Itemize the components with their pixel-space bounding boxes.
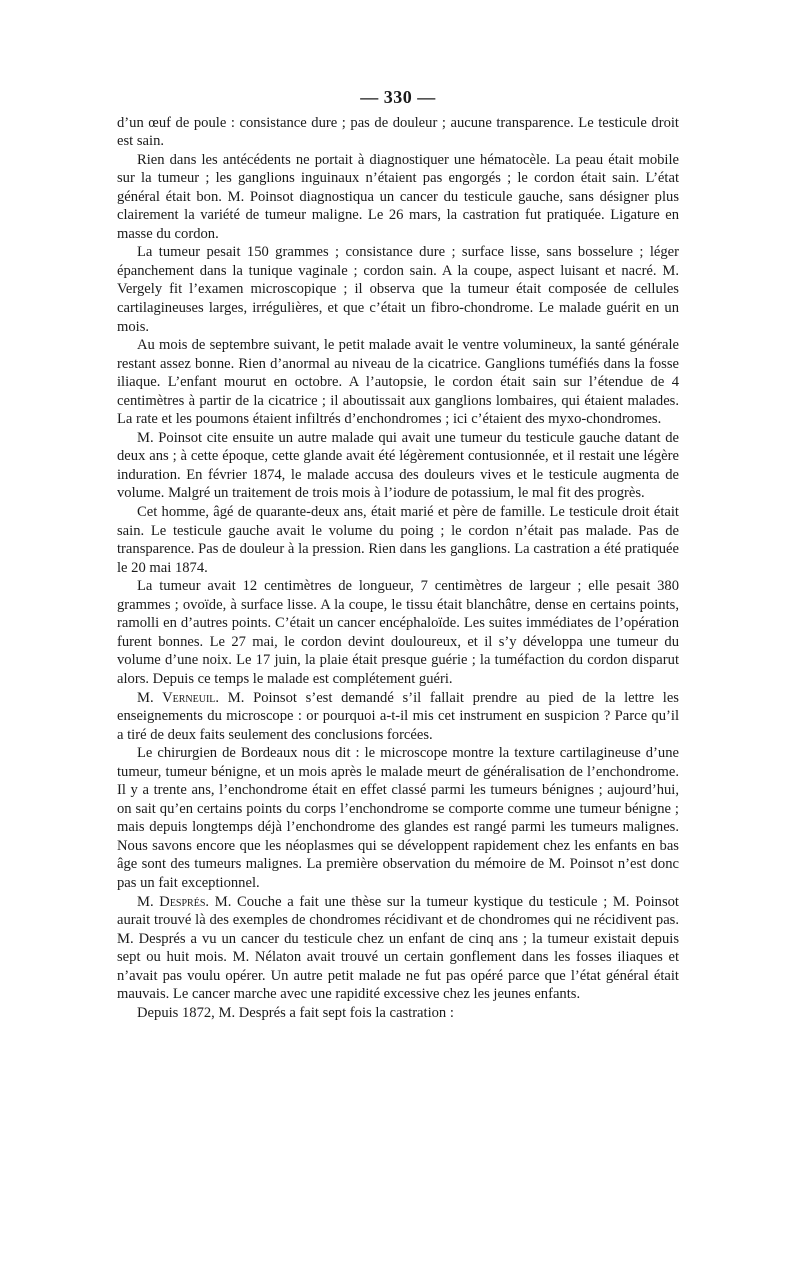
paragraph-castration-since-1872: Depuis 1872, M. Després a fait sept fois la castration : (137, 1004, 454, 1021)
page (117, 88, 679, 1022)
speaker-name: M. Després. (137, 893, 210, 910)
paragraph-tumor-380g: La tumeur avait 12 centimètres de longueur, 7 centimètres de largeur ; elle pesait 380 grammes ; ovoïde, à surface lisse. A la coupe, le tissu était blanchâtre, dense en certains points, ramolli en d’autres points. C’était un cancer encéphaloïde. Les suites immédiates de l’opération furent bonnes. Le 27 mai, le cordon devint douloureux, et il s’y développa une tumeur du volume d’une noix. Le 17 juin, la plaie était presque guérie ; la tuméfaction du cordon disparut alors. Depuis ce temps le malade est complétement guéri. (117, 578, 679, 687)
page-number: — 330 — (360, 87, 436, 107)
paragraph-verneuil: M. Verneuil. M. Poinsot s’est demandé s’il fallait prendre au pied de la lettre les enseignements du microscope : or pourquoi a-t-il mis cet instrument en suspicion ? Parce qu’il a tiré de deux faits seulement des conclusions forcées. (117, 689, 679, 743)
paragraph-tumor-150g: La tumeur pesait 150 grammes ; consistance dure ; surface lisse, sans bosselure ; léger épanchement dans la tunique vaginale ; cordon sain. A la coupe, aspect luisant et nacré. M. Vergely fit l’examen microscopique ; il observa que la tumeur était composée de cellules cartilagineuses larges, irrégulières, et que c’était un fibro-chondrome. Le malade guérit en un mois. (117, 244, 679, 335)
paragraph-patient-description: Cet homme, âgé de quarante-deux ans, était marié et père de famille. Le testicule droit était sain. Le testicule gauche avait le volume du poing ; le cordon n’était pas malade. Pas de transparence. Pas de douleur à la pression. Rien dans les ganglions. La castration a été pratiquée le 20 mai 1874. (117, 504, 679, 576)
paragraph-despres: M. Després. M. Couche a fait une thèse sur la tumeur kystique du testicule ; M. Poinsot aurait trouvé là des exemples de chondromes récidivant et de chondromes qui ne récidivent pas. M. Després a vu un cancer du testicule chez un enfant de cinq ans ; la tumeur existait depuis sept ou huit mois. M. Nélaton avait trouvé un certain gonflement dans les fosses iliaques et n’avait pas voulu opérer. Un autre petit malade ne fut pas opéré parce que l’état général était mauvais. Le cancer marche avec une rapidité excessive chez les jeunes enfants. (117, 893, 679, 1003)
paragraph-september: Au mois de septembre suivant, le petit malade avait le ventre volumineux, la santé générale restant assez bonne. Rien d’anormal au niveau de la cicatrice. Ganglions tuméfiés dans la fosse iliaque. L’enfant mourut en octobre. A l’autopsie, le cordon était sain sur l’étendue de 4 centimètres à partir de la cicatrice ; il aboutissait aux ganglions lombaires, qui étaient malades. La rate et les poumons étaient infiltrés d’enchondromes ; ici c’étaient des myxo-chondromes. (117, 337, 679, 428)
paragraph-bordeaux-surgeon: Le chirurgien de Bordeaux nous dit : le microscope montre la texture cartilagineuse d’une tumeur, tumeur bénigne, et un mois après le malade meurt de généralisation de l’enchondrome. Il y a trente ans, l’enchondrome était en effet classé parmi les tumeurs bénignes ; aujourd’hui, on sait qu’en certains points du corps l’enchondrome se comporte comme une tumeur bénigne ; mais depuis longtemps déjà l’enchondrome des glandes est rangé parmi les tumeurs malignes. Nous savons encore que les néoplasmes qui se développent rapidement chez les enfants en bas âge sont des tumeurs malignes. La première observation du mémoire de M. Poinsot n’est donc pas un fait exceptionnel. (117, 745, 679, 891)
paragraph-second-patient: M. Poinsot cite ensuite un autre malade qui avait une tumeur du testicule gauche datant de deux ans ; à cette époque, cette glande avait été légèrement contusionnée, et il restait une légère induration. En février 1874, le malade accusa des douleurs vives et le testicule augmenta de volume. Malgré un traitement de trois mois à l’iodure de potassium, le mal fit des progrès. (117, 429, 679, 502)
paragraph-antecedents: Rien dans les antécédents ne portait à diagnostiquer une hématocèle. La peau était mobile sur la tumeur ; les ganglions inguinaux n’étaient pas engorgés ; le cordon était sain. L’état général était bon. M. Poinsot diagnostiqua un cancer du testicule gauche, sans désigner plus clairement la variété de tumeur maligne. Le 26 mars, la castration fut pratiquée. Ligature en masse du cordon. (117, 151, 679, 242)
paragraph-continuation: d’un œuf de poule : consistance dure ; pas de douleur ; aucune transparence. Le testicule droit est sain. (117, 114, 679, 150)
speaker-name: M. Verneuil. (137, 689, 220, 706)
